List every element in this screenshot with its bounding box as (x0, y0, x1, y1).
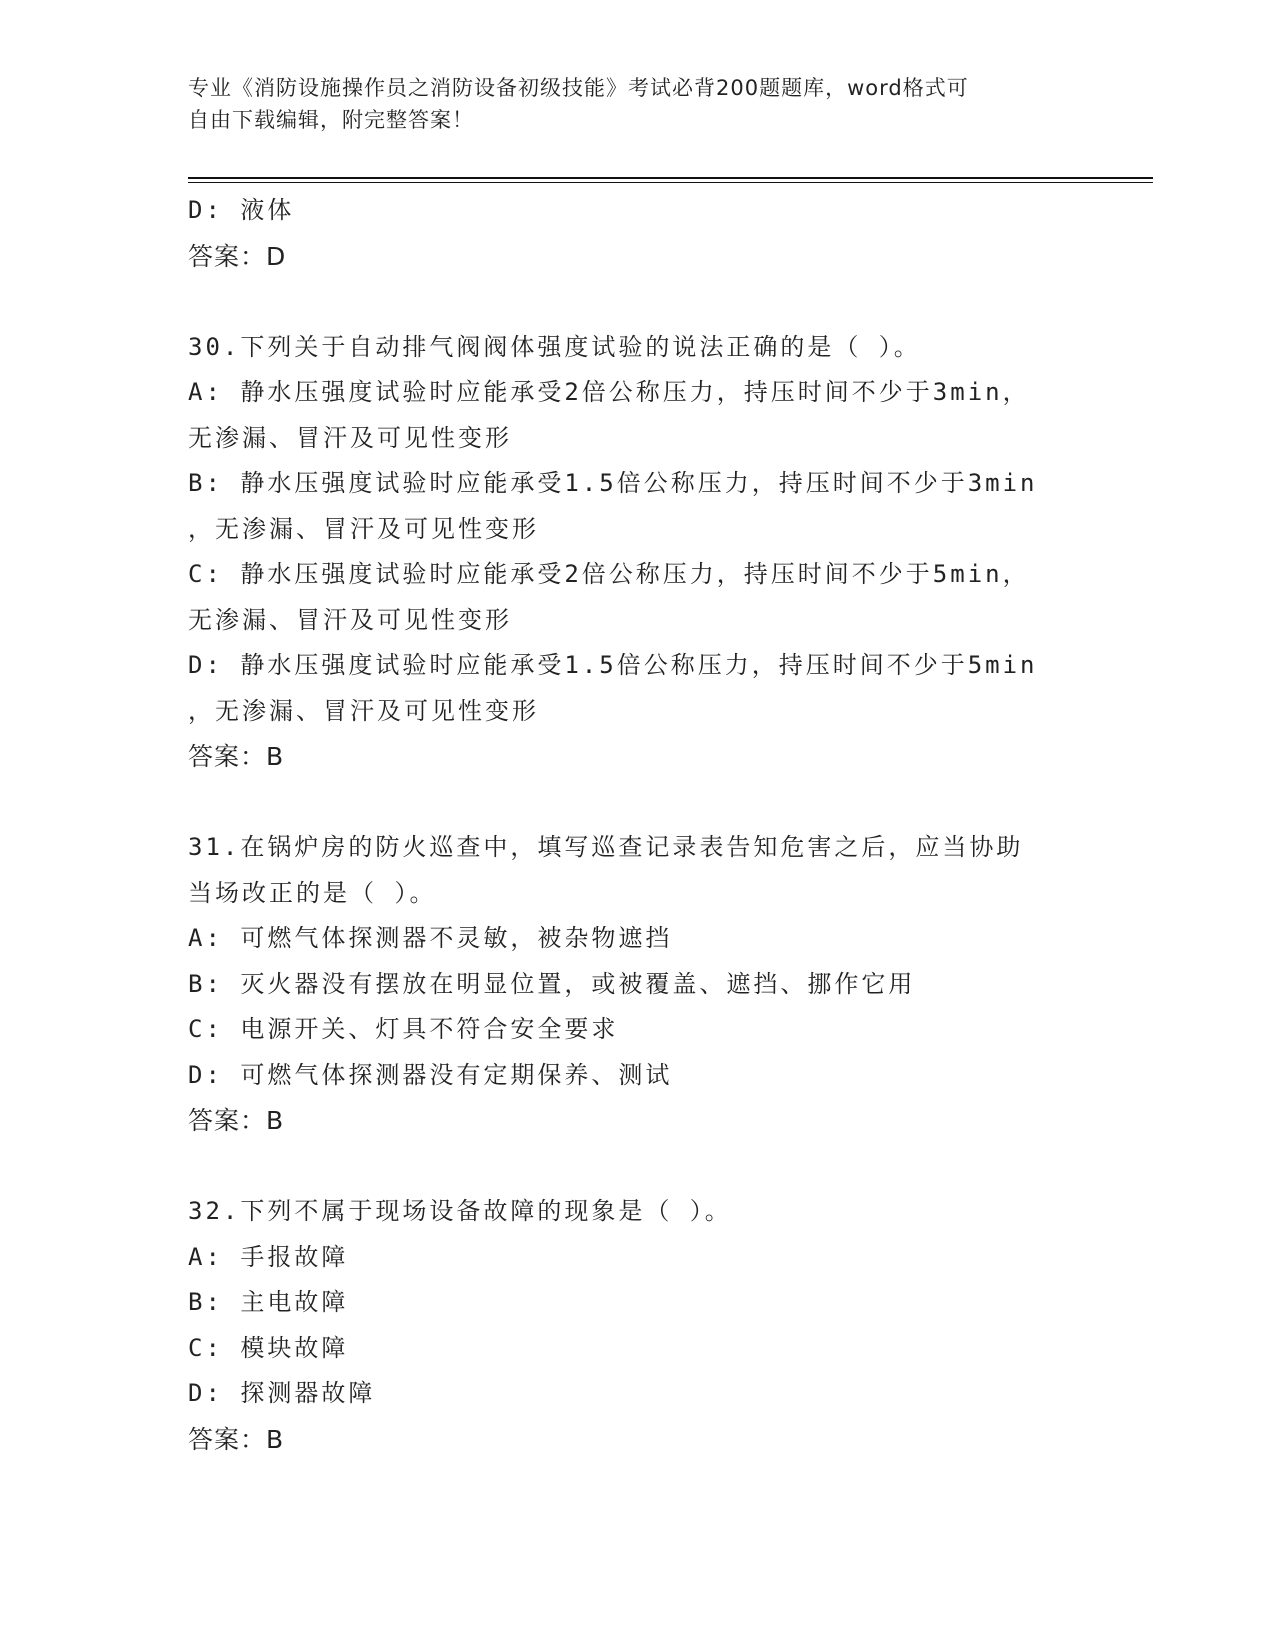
option-c-continued: 无渗漏、冒汗及可见性变形 (188, 605, 512, 634)
option-d-continued: ，无渗漏、冒汗及可见性变形 (188, 696, 539, 725)
question-32 (188, 1189, 1078, 1462)
option-c: C: 电源开关、灯具不符合安全要求 (188, 1015, 619, 1043)
option-a-continued: 无渗漏、冒汗及可见性变形 (188, 423, 512, 452)
header-divider-thick (188, 177, 1153, 179)
option-b: B: 主电故障 (188, 1288, 349, 1316)
prev-question-option-d: D: 液体 (188, 196, 295, 224)
question-30 (188, 325, 1078, 780)
question-31 (188, 825, 1078, 1144)
option-c: C: 模块故障 (188, 1333, 349, 1362)
option-d: D: 静水压强度试验时应能承受1.5倍公称压力，持压时间不少于5min (188, 651, 1038, 679)
option-a: A: 静水压强度试验时应能承受2倍公称压力，持压时间不少于3min， (188, 378, 1030, 406)
header-line-1: 专业《消防设施操作员之消防设备初级技能》考试必背200题题库，word格式可 (188, 76, 969, 100)
prev-question-answer: 答案：D (188, 241, 287, 271)
spacer (188, 1144, 1078, 1190)
header-line-2: 自由下载编辑，附完整答案！ (188, 108, 474, 132)
spacer (188, 279, 1078, 325)
spacer (188, 780, 1078, 826)
option-b: B: 灭火器没有摆放在明显位置，或被覆盖、遮挡、挪作它用 (188, 969, 916, 998)
question-stem: 30.下列关于自动排气阀阀体强度试验的说法正确的是（ ）。 (188, 332, 921, 361)
answer: 答案：B (188, 1424, 285, 1454)
header-divider-thin (188, 182, 1153, 183)
question-stem: 32.下列不属于现场设备故障的现象是（ ）。 (188, 1197, 732, 1225)
option-b: B: 静水压强度试验时应能承受1.5倍公称压力，持压时间不少于3min (188, 469, 1038, 497)
document-header (188, 72, 1068, 136)
option-d: D: 可燃气体探测器没有定期保养、测试 (188, 1060, 673, 1089)
option-a: A: 手报故障 (188, 1242, 349, 1271)
option-a: A: 可燃气体探测器不灵敏，被杂物遮挡 (188, 924, 673, 952)
question-stem-continued: 当场改正的是（ ）。 (188, 878, 437, 907)
option-d: D: 探测器故障 (188, 1379, 376, 1407)
answer: 答案：B (188, 1106, 285, 1135)
question-stem: 31.在锅炉房的防火巡查中，填写巡查记录表告知危害之后，应当协助 (188, 833, 1024, 861)
answer: 答案：B (188, 742, 285, 771)
option-b-continued: ，无渗漏、冒汗及可见性变形 (188, 514, 539, 543)
question-list (188, 188, 1078, 1462)
option-c: C: 静水压强度试验时应能承受2倍公称压力，持压时间不少于5min， (188, 560, 1030, 588)
